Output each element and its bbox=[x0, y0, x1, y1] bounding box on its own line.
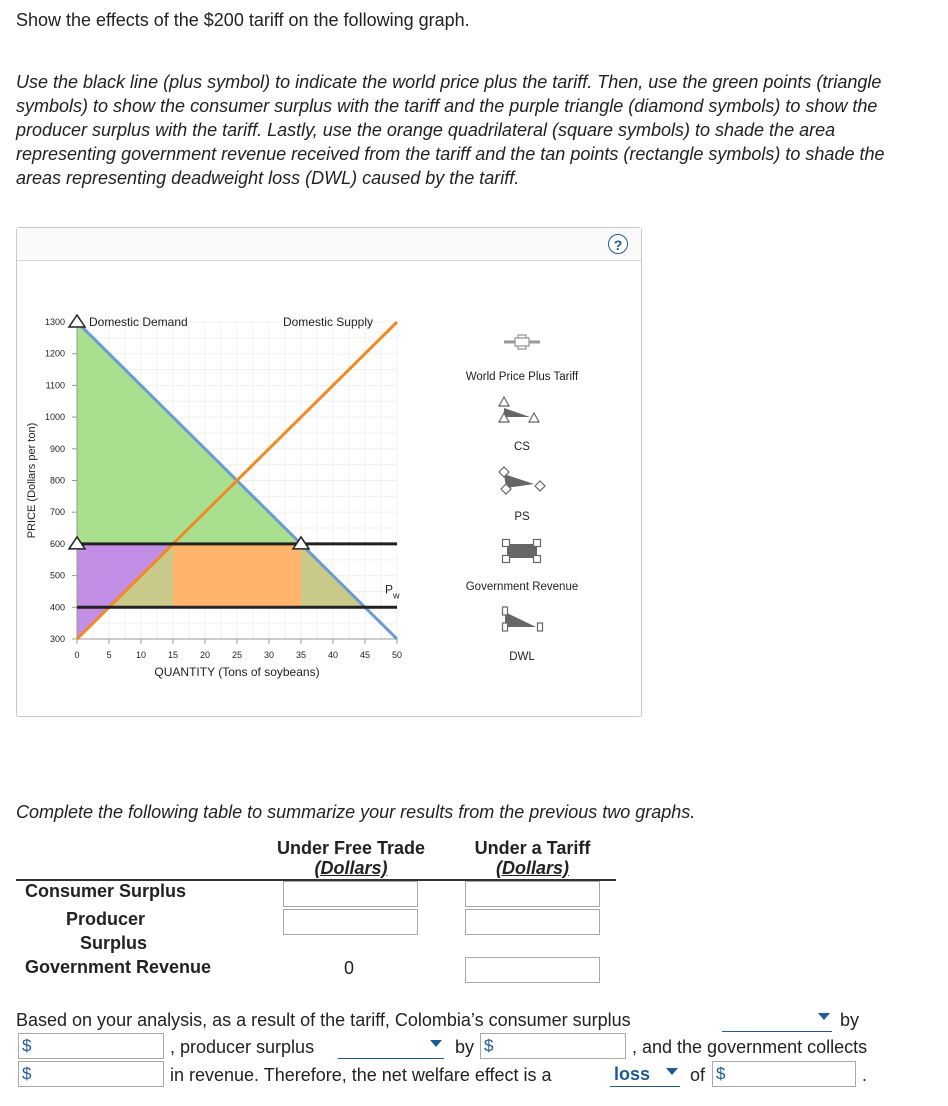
cs-tool-fill bbox=[504, 408, 530, 417]
x-axis-label: QUANTITY (Tons of soybeans) bbox=[154, 665, 320, 679]
row-label-producer-surplus-line2: Surplus bbox=[80, 933, 148, 953]
cs-direction-dropdown[interactable] bbox=[722, 1009, 832, 1032]
x-tick-label: 50 bbox=[391, 650, 403, 660]
analysis-by-1: by bbox=[840, 1010, 860, 1030]
chevron-down-icon bbox=[666, 1068, 678, 1075]
rectangle-icon bbox=[503, 607, 508, 615]
x-tick-label: 10 bbox=[135, 650, 147, 660]
y-tick-label: 1300 bbox=[44, 317, 65, 327]
ps-tariff-field[interactable] bbox=[465, 909, 600, 935]
series-label-pw-sub: w bbox=[393, 590, 400, 601]
tool-label-government-revenue: Government Revenue bbox=[465, 581, 579, 593]
chevron-down-icon bbox=[430, 1040, 442, 1047]
dollar-sign: $ bbox=[22, 1036, 32, 1055]
col-header-free-trade bbox=[262, 838, 440, 878]
series-label-domestic-supply: Domestic Supply bbox=[282, 315, 373, 329]
col-header-free-trade-unit: (Dollars) bbox=[314, 858, 388, 878]
col-header-tariff bbox=[460, 838, 605, 878]
ps-free-trade-field[interactable] bbox=[283, 909, 418, 935]
analysis-text-2: , producer surplus bbox=[170, 1037, 315, 1057]
cs-free-trade-field[interactable] bbox=[283, 881, 418, 907]
triangle-marker bbox=[69, 315, 85, 327]
y-tick-label: 400 bbox=[49, 602, 65, 613]
welfare-dropdown[interactable] bbox=[610, 1064, 680, 1087]
tariff-chart[interactable] bbox=[17, 228, 641, 716]
cs-tariff-field[interactable] bbox=[465, 881, 600, 907]
square-icon bbox=[503, 556, 510, 563]
analysis-of: of bbox=[690, 1065, 706, 1085]
dwl-tool-fill bbox=[505, 612, 536, 627]
x-tick-label: 25 bbox=[231, 650, 243, 660]
y-axis-label: PRICE (Dollars per ton) bbox=[26, 422, 38, 539]
y-tick-label: 500 bbox=[49, 570, 65, 581]
analysis-by-2: by bbox=[455, 1037, 475, 1057]
triangle-icon bbox=[499, 397, 509, 406]
x-tick-label: 0 bbox=[74, 650, 80, 660]
plus-icon bbox=[515, 338, 529, 346]
y-tick-label: 1100 bbox=[45, 380, 65, 391]
row-label-producer-surplus-line1: Producer bbox=[66, 909, 146, 929]
net-welfare-field[interactable] bbox=[712, 1061, 856, 1087]
gov-revenue-tariff-field[interactable] bbox=[465, 957, 600, 983]
col-header-free-trade-title: Under Free Trade bbox=[276, 838, 426, 858]
x-tick-label: 45 bbox=[359, 650, 371, 660]
help-icon[interactable]: ? bbox=[608, 234, 628, 254]
triangle-icon bbox=[529, 413, 539, 422]
table-intro: Complete the following table to summarize your results from the previous two graphs. bbox=[16, 802, 696, 822]
revenue-field[interactable] bbox=[18, 1061, 164, 1087]
y-tick-label: 700 bbox=[49, 507, 65, 518]
x-tick-label: 5 bbox=[106, 650, 112, 660]
tool-label-world-price-plus-tariff: World Price Plus Tariff bbox=[465, 371, 579, 383]
square-icon bbox=[534, 556, 541, 563]
x-tick-label: 20 bbox=[199, 650, 211, 660]
row-label-consumer-surplus: Consumer Surplus bbox=[25, 881, 187, 901]
series-label-pw bbox=[385, 582, 400, 600]
instructions-text: Use the black line (plus symbol) to indicate the world price plus the tariff. Then, use the green points (triangle symbols) to show the consumer surplus with the tariff and the purple triangle (diamond symbols) to show the producer surplus with the tariff. Lastly, use the orange quadrilateral (square symbols) to shade the area representing government revenue received from the tariff and the tan points (rectangle symbols) to shade the areas representing deadweight loss (DWL) caused by the tariff. bbox=[16, 72, 885, 188]
rectangle-icon bbox=[538, 623, 543, 631]
y-tick-label: 800 bbox=[49, 475, 65, 486]
welfare-dropdown-value: loss bbox=[614, 1064, 651, 1084]
x-tick-label: 15 bbox=[167, 650, 179, 660]
analysis-period: . bbox=[862, 1065, 868, 1085]
y-tick-label: 900 bbox=[49, 443, 65, 454]
dollar-sign: $ bbox=[22, 1064, 32, 1083]
gov-revenue-free-trade-value: 0 bbox=[344, 958, 355, 978]
square-icon bbox=[534, 540, 541, 547]
gov-revenue-tool-fill bbox=[507, 544, 537, 558]
ps-change-field[interactable] bbox=[480, 1033, 626, 1059]
chevron-down-icon bbox=[818, 1013, 830, 1020]
graph-panel bbox=[16, 227, 642, 717]
diamond-icon bbox=[535, 481, 545, 491]
y-tick-label: 600 bbox=[49, 538, 65, 549]
area-government-revenue bbox=[173, 544, 301, 607]
x-tick-label: 40 bbox=[327, 650, 339, 660]
x-tick-label: 35 bbox=[295, 650, 307, 660]
cs-change-field[interactable] bbox=[18, 1033, 164, 1059]
series-label-pw-main: P bbox=[385, 582, 394, 597]
col-header-tariff-title: Under a Tariff bbox=[474, 838, 591, 858]
ps-direction-dropdown[interactable] bbox=[338, 1036, 444, 1059]
tool-label-dwl: DWL bbox=[509, 651, 535, 663]
dollar-sign: $ bbox=[484, 1036, 494, 1055]
analysis-text-1: Based on your analysis, as a result of the tariff, Colombia’s consumer surplus bbox=[16, 1010, 631, 1030]
tool-label-cs: CS bbox=[514, 441, 530, 453]
series-label-domestic-demand: Domestic Demand bbox=[89, 315, 188, 329]
question-text: Show the effects of the $200 tariff on the following graph. bbox=[16, 10, 470, 30]
y-tick-label: 1000 bbox=[44, 412, 65, 423]
y-tick-label: 1200 bbox=[44, 348, 65, 359]
rectangle-icon bbox=[503, 623, 508, 631]
col-header-tariff-unit: (Dollars) bbox=[495, 858, 569, 878]
y-tick-label: 300 bbox=[49, 634, 65, 644]
square-icon bbox=[503, 540, 510, 547]
x-tick-label: 30 bbox=[263, 650, 275, 660]
analysis-text-3: , and the government collects bbox=[632, 1037, 868, 1057]
row-label-government-revenue: Government Revenue bbox=[25, 957, 212, 977]
analysis-text-4: in revenue. Therefore, the net welfare effect is a bbox=[170, 1065, 552, 1085]
dollar-sign: $ bbox=[716, 1064, 726, 1083]
tool-label-ps: PS bbox=[514, 511, 530, 523]
